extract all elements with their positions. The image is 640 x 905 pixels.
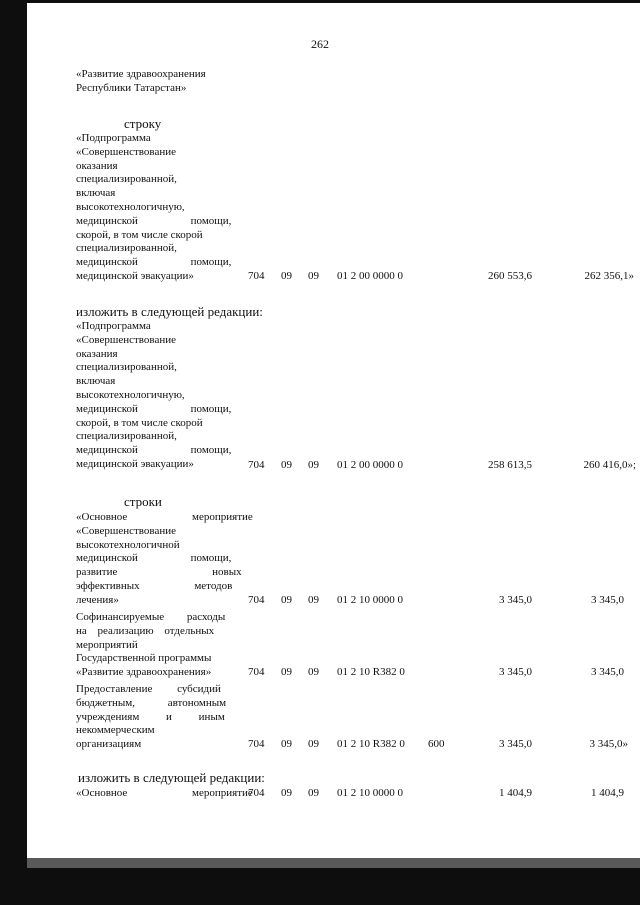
label-line: высокотехнологичной: [76, 538, 180, 551]
block1-target: 01 2 00 0000 0: [337, 270, 403, 282]
label-line: высокотехнологичную,: [76, 200, 185, 213]
heading-rows: строки: [124, 494, 162, 509]
block4-sum1: 3 345,0: [499, 666, 532, 678]
label-line: мероприятий: [76, 638, 138, 651]
scan-border-top: [0, 0, 640, 3]
block1-label: [76, 132, 237, 284]
label-line: эффективных методов: [76, 579, 233, 592]
block5-target: 01 2 10 R382 0: [337, 738, 405, 750]
label-line: медицинской помощи,: [76, 256, 232, 269]
block6-subsection: 09: [308, 787, 319, 799]
block4-label: [76, 611, 237, 680]
label-line: высокотехнологичную,: [76, 388, 185, 401]
label-line: Государственной программы: [76, 652, 212, 665]
scan-border-bottom: [0, 868, 640, 905]
block1-section: 09: [281, 270, 292, 282]
block2-label: [76, 320, 237, 472]
heading-row: строку: [124, 116, 162, 131]
block3-subsection: 09: [308, 594, 319, 606]
block5-sum1: 3 345,0: [499, 738, 532, 750]
label-line: скорой, в том числе скорой: [76, 228, 203, 241]
label-line: включая: [76, 187, 116, 200]
label-line: медицинской помощи,: [76, 402, 232, 415]
block5-subsection: 09: [308, 738, 319, 750]
label-line: медицинской эвакуации»: [76, 457, 194, 470]
block5-sum2: 3 345,0»: [589, 738, 628, 750]
block6-ministry: 704: [248, 787, 265, 799]
label-line: Предоставление субсидий: [76, 683, 221, 695]
intro-line-1: «Развитие здравоохранения: [76, 68, 206, 80]
label-line: «Подпрограмма: [76, 132, 151, 144]
block4-section: 09: [281, 666, 292, 678]
label-line: Софинансируемые расходы: [76, 611, 226, 623]
block2-target: 01 2 00 0000 0: [337, 459, 403, 471]
label-line: «Совершенствование: [76, 145, 176, 158]
block5-vr: 600: [428, 738, 445, 750]
label-line: «Основное мероприятие: [76, 787, 253, 799]
label-line: медицинской помощи,: [76, 444, 232, 457]
block6-sum2: 1 404,9: [591, 787, 624, 799]
label-line: «Подпрограмма: [76, 320, 151, 332]
block6-section: 09: [281, 787, 292, 799]
block2-ministry: 704: [248, 459, 265, 471]
block4-subsection: 09: [308, 666, 319, 678]
block3-label: [76, 511, 253, 608]
intro-line-2: Республики Татарстан»: [76, 81, 187, 94]
label-line: развитие новых: [76, 566, 242, 579]
heading-edit-2: изложить в следующей редакции:: [78, 770, 265, 785]
block1-sum2: 262 356,1»: [584, 270, 634, 282]
label-line: «Основное мероприятие: [76, 511, 253, 523]
block3-ministry: 704: [248, 594, 265, 606]
label-line: «Совершенствование: [76, 524, 176, 537]
label-line: лечения»: [76, 593, 119, 606]
label-line: медицинской помощи,: [76, 214, 232, 227]
block3-sum2: 3 345,0: [591, 594, 624, 606]
block3-target: 01 2 10 0000 0: [337, 594, 403, 606]
block6-target: 01 2 10 0000 0: [337, 787, 403, 799]
block1-subsection: 09: [308, 270, 319, 282]
label-line: медицинской эвакуации»: [76, 269, 194, 282]
block5-ministry: 704: [248, 738, 265, 750]
label-line: «Развитие здравоохранения»: [76, 666, 212, 679]
label-line: специализированной,: [76, 430, 177, 443]
label-line: оказания: [76, 159, 118, 172]
label-line: некоммерческим: [76, 724, 155, 737]
heading-edit-1: изложить в следующей редакции:: [76, 304, 263, 319]
block1-sum1: 260 553,6: [488, 270, 532, 282]
label-line: специализированной,: [76, 242, 177, 255]
block6-label: [76, 787, 253, 801]
block2-sum1: 258 613,5: [488, 459, 532, 471]
block4-sum2: 3 345,0: [591, 666, 624, 678]
block4-target: 01 2 10 R382 0: [337, 666, 405, 678]
label-line: скорой, в том числе скорой: [76, 416, 203, 429]
block6-sum1: 1 404,9: [499, 787, 532, 799]
block5-label: [76, 683, 237, 752]
block4-ministry: 704: [248, 666, 265, 678]
label-line: «Совершенствование: [76, 333, 176, 346]
page-number: 262: [311, 37, 329, 51]
label-line: включая: [76, 375, 116, 388]
block3-section: 09: [281, 594, 292, 606]
label-line: организациям: [76, 738, 142, 751]
block3-sum1: 3 345,0: [499, 594, 532, 606]
label-line: специализированной,: [76, 361, 177, 374]
block5-section: 09: [281, 738, 292, 750]
intro-text: [76, 68, 237, 96]
label-line: на реализацию отдельных: [76, 624, 215, 637]
label-line: оказания: [76, 347, 118, 360]
block2-sum2: 260 416,0»;: [583, 459, 636, 471]
label-line: учреждениям и иным: [76, 710, 225, 723]
scan-shadow-bottom: [27, 858, 640, 868]
label-line: специализированной,: [76, 173, 177, 186]
label-line: бюджетным, автономным: [76, 696, 227, 709]
block2-subsection: 09: [308, 459, 319, 471]
block2-section: 09: [281, 459, 292, 471]
label-line: медицинской помощи,: [76, 552, 232, 565]
scan-border-left: [0, 0, 27, 905]
block1-ministry: 704: [248, 270, 265, 282]
